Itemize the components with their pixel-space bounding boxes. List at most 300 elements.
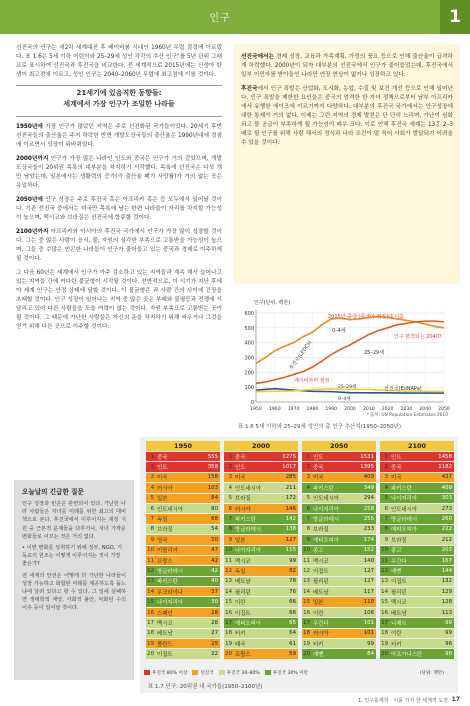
cell-population: 303: [441, 495, 452, 502]
paragraph-1950: [16, 123, 222, 150]
cell-country: 필리핀: [313, 579, 329, 586]
table-row: [146, 649, 220, 659]
cell-rank: 9: [150, 536, 154, 543]
paragraph-closing: 그 다음 60년은 세계에서 인구가 아주 감소하고 있는 지역들과 계속 해서 늘어나고 있는 지역들 간에 커다란 불균형이 시작될 것이다. 전반적으로, 이 시기가 지난 후에야 세계 인구는 안정 상태에 달할 것이다. 이 불균형은 과 사람 간의 사이에 긴장을 초래할 것이다. 인구 성장이 일어나는 지역 중 많은 곳은 부패와 불평등과 전쟁에 시달리고 있어 다른 사람들을 도울 여력이 없는 것이다. 자원 부족으로 고통받는 곳이 될 것이다. 그 때문에 가난한 사람들은 자신의 운을 차지하기 위해 싸우거나 그것을 얻기 위해 다른 곳으로 이주할 것이다.: [16, 270, 222, 330]
cell-country: 파키스탄: [235, 517, 256, 524]
table-row: [380, 525, 454, 535]
table-row: [224, 597, 298, 607]
cell-population: 273: [441, 505, 452, 512]
cell-rank: 20: [225, 651, 232, 658]
cell-country: 터키: [313, 641, 324, 648]
cell-country: 이집트: [157, 652, 173, 659]
cell-rank: 18: [303, 630, 310, 637]
cell-rank: 3: [306, 474, 310, 481]
cell-country: 니제르: [391, 620, 407, 627]
cell-rank: 8: [228, 526, 232, 533]
cell-rank: 5: [384, 495, 388, 502]
table-block-2000: [224, 441, 298, 660]
cell-population: 1017: [282, 464, 296, 471]
section-heading-line-1: 21세기에 있음직한 동향들:: [76, 89, 162, 97]
cell-rank: 5: [150, 495, 154, 502]
cell-rank: 20: [147, 651, 154, 658]
table-row: [224, 452, 298, 462]
table-row: [224, 618, 298, 628]
cell-population: 158: [207, 474, 218, 481]
cell-population: 64: [289, 630, 296, 637]
cell-population: 555: [207, 453, 218, 460]
cell-population: 127: [363, 578, 374, 585]
cell-rank: 14: [147, 588, 154, 595]
annotation-ledc-04: 0–4세: [332, 328, 346, 334]
cell-rank: 16: [303, 609, 310, 616]
sidebar-bullet: • 이번 변화를 성취하기 위해 정부, NGO, 기독교의 원조는 어떻게 이루어지는 것이 가장 좋은가?: [22, 545, 123, 568]
cell-rank: 13: [225, 578, 232, 585]
table-row: [224, 462, 298, 472]
cell-rank: 10: [147, 547, 154, 554]
cell-country: 인도네시아: [157, 506, 184, 513]
cell-country: 베트남: [235, 579, 251, 586]
x-tick-label: 1960: [268, 407, 281, 412]
cell-population: 172: [285, 495, 296, 502]
table-row: [302, 483, 376, 493]
cell-rank: 6: [306, 505, 310, 512]
cell-rank: 15: [225, 599, 232, 606]
sidebar-bullets: [22, 544, 126, 569]
cell-country: 일본: [235, 537, 246, 544]
cell-country: 에티오피아: [313, 537, 340, 544]
cell-population: 65: [289, 619, 296, 626]
table-row: [302, 639, 376, 649]
cell-country: 인도: [313, 454, 324, 461]
table-row: [146, 597, 220, 607]
table-row: [380, 649, 454, 659]
cell-country: 베트남: [391, 610, 407, 617]
table-row: [380, 597, 454, 607]
table-row: [302, 649, 376, 659]
cell-population: 99: [367, 640, 374, 647]
table-row: [380, 577, 454, 587]
table-row: [380, 629, 454, 639]
cell-rank: 15: [381, 599, 388, 606]
table-row: [224, 649, 298, 659]
table-row: [146, 494, 220, 504]
cell-rank: 3: [228, 474, 232, 481]
cell-population: 212: [441, 536, 452, 543]
annotation-mdc-04: 0–4세: [338, 397, 351, 402]
table-block-2050: [302, 441, 376, 660]
cell-population: 42: [211, 557, 218, 564]
table-row: [146, 546, 220, 556]
cell-rank: 1: [306, 453, 310, 460]
legend-unit: (단위: 백만): [419, 671, 444, 676]
table-row: [146, 556, 220, 566]
cell-population: 222: [441, 526, 452, 533]
chart-caption: 표 1.6 5세 이하와 25–29세 성인의 총 인구 추산치(1950–2050년): [238, 424, 402, 430]
cell-rank: 9: [228, 536, 232, 543]
y-tick-label: 600: [244, 310, 254, 317]
table-row: [224, 546, 298, 556]
cell-population: 211: [285, 484, 296, 491]
y-tick-label: 300: [244, 355, 254, 362]
cell-country: 미국: [391, 475, 402, 482]
page-number: 17: [451, 696, 460, 703]
cell-rank: 16: [225, 609, 232, 616]
annotation-ledc: 후진국(LEDCs): [288, 339, 314, 372]
text-2000: 인구가 가장 많은 나라인 인도와 중국은 인구가 거의 같았으며, 개발도상국들이 20위권 목록의 대부분을 차지하기 시작했다. 목록에 선진국은 다섯 개만 남았는데, 일본에서는 생활력의 증가(즉 출산율 폐기 사망률)가 거의 없는 곳은 유일하다.: [16, 156, 222, 189]
table-row: [302, 452, 376, 462]
cell-population: 40: [211, 578, 218, 585]
table-row: [380, 587, 454, 597]
cell-country: 콩고: [313, 548, 324, 555]
cell-population: 144: [441, 567, 452, 574]
table-row: [224, 608, 298, 618]
cell-population: 1182: [438, 464, 452, 471]
table-row: [380, 462, 454, 472]
table-row: [224, 483, 298, 493]
table-block-2100: [380, 441, 454, 660]
table-row: [302, 629, 376, 639]
table-row: [146, 639, 220, 649]
cell-country: 인도네시아: [313, 496, 340, 503]
cell-rank: 1: [228, 453, 232, 460]
cell-country: 우간다: [391, 558, 407, 565]
cell-country: 브라질: [391, 537, 407, 544]
cell-rank: 13: [381, 578, 388, 585]
cell-population: 349: [363, 484, 374, 491]
x-tick-label: 2020: [381, 407, 394, 412]
table-year-header: 2100: [380, 441, 454, 451]
table-caption: 표 1.7 인구: 20위권 내 국가들(1950–2100년): [148, 684, 263, 690]
cell-rank: 15: [147, 599, 154, 606]
y-tick-label: 400: [244, 340, 254, 347]
table-row: [224, 525, 298, 535]
cell-rank: 1: [150, 453, 154, 460]
x-tick-label: 2050: [438, 407, 450, 412]
cell-population: 101: [363, 619, 374, 626]
cell-rank: 9: [306, 536, 310, 543]
table-row: [302, 514, 376, 524]
text-1950: 가장 인구가 많았던 지역은 주로 선진화된 국가들이었다. 20세기 후반 선진국들의 출산율은 주저 하락한 반면 개발도상국들의 출산율은 1990년대에 정점에 이르면서 성장이 뒤바뀌었다.: [16, 124, 222, 148]
cell-population: 78: [289, 578, 296, 585]
cell-population: 129: [441, 588, 452, 595]
table-row: [302, 473, 376, 483]
cell-rank: 18: [381, 630, 388, 637]
cell-country: 미국: [235, 475, 246, 482]
cell-rank: 4: [150, 484, 154, 491]
cell-population: 28: [211, 619, 218, 626]
cell-population: 409: [441, 484, 452, 491]
table-row: [224, 504, 298, 514]
urgent-question-sidebar: [14, 480, 134, 680]
chart-svg: [234, 296, 460, 420]
cell-population: 27: [211, 630, 218, 637]
cell-rank: 20: [381, 651, 388, 658]
cell-population: 1531: [360, 453, 374, 460]
cell-rank: 2: [306, 464, 310, 471]
cell-population: 294: [363, 495, 374, 502]
cell-population: 132: [441, 578, 452, 585]
cell-rank: 4: [228, 484, 232, 491]
table-row: [302, 577, 376, 587]
table-row: [224, 514, 298, 524]
y-tick-label: 100: [244, 385, 254, 392]
cell-country: 인도: [391, 454, 402, 461]
cell-population: 1395: [360, 464, 374, 471]
cell-population: 54: [211, 526, 218, 533]
cell-rank: 17: [303, 619, 310, 626]
table-row: [146, 535, 220, 545]
cell-country: 이란: [391, 631, 402, 638]
lead-1950: 1950년에: [16, 124, 43, 130]
cell-country: 예멘: [313, 652, 324, 659]
y-tick-label: 0: [250, 400, 254, 406]
table-row: [146, 618, 220, 628]
cell-rank: 19: [225, 640, 232, 647]
text-developing: 에서 인구 폭발은 산업화, 도시화, 농업, 수질 및 보건 개선 등으로 인해 일어난다. 인구 폭발을 제한한 요인들은 중국의 엄격한 한 자녀 정책으로부터 남부 아프리카에서 유행한 에이즈에 이르기까지 다양하다. 대부분의 후진국 국가에서는 인구성장에 대한 통제가 거의 없다. 이제는 그런 지역의 경제 발전은 단 단히 느리며, 가난이 심화되고 물 공급이 부족하게 될 가능성이 매우 크다. 이로 인해 후진국 세계는 13홍 2–3배로 될 인구를 위해 사람 해서의 정식과 나라 조건이 말 적어 사회가 발달되기 어려울 수 있을 것이다.: [241, 86, 453, 146]
legend-red: 후진국 80% 이상: [144, 670, 187, 676]
cell-country: 러시아: [235, 506, 251, 513]
table-row: [302, 597, 376, 607]
cell-country: 러시아: [157, 485, 173, 492]
table-row: [224, 556, 298, 566]
cell-rank: 2: [228, 464, 232, 471]
table-row: [224, 535, 298, 545]
top-20-countries-table: [140, 437, 458, 693]
table-row: [380, 608, 454, 618]
table-row: [224, 577, 298, 587]
table-row: [302, 504, 376, 514]
cell-country: 콩고: [391, 548, 402, 555]
table-row: [302, 546, 376, 556]
cell-population: 152: [363, 547, 374, 554]
cell-population: 103: [207, 484, 218, 491]
cell-rank: 16: [381, 609, 388, 616]
cell-rank: 18: [225, 630, 232, 637]
cell-population: 99: [445, 630, 452, 637]
lead-2000: 2000년까지: [16, 156, 49, 162]
cell-country: 브라질: [157, 527, 173, 534]
cell-population: 76: [289, 588, 296, 595]
table-row: [146, 587, 220, 597]
section-heading-line-2: 세계에서 가장 인구가 조밀한 나라들: [63, 100, 175, 108]
right-text-column: [241, 53, 453, 153]
cell-rank: 5: [228, 495, 232, 502]
table-row: [380, 618, 454, 628]
cell-population: 80: [211, 505, 218, 512]
cell-rank: 19: [147, 640, 154, 647]
cell-country: 나이지리아: [313, 506, 340, 513]
table-block-1950: [146, 441, 220, 660]
y-tick-label: 200: [244, 370, 254, 377]
cell-rank: 3: [384, 474, 388, 481]
cell-country: 멕시코: [235, 558, 251, 565]
cell-country: 방글라데시: [313, 517, 340, 524]
table-row: [146, 566, 220, 576]
cell-rank: 7: [306, 516, 310, 523]
cell-population: 128: [441, 599, 452, 606]
cell-population: 258: [363, 505, 374, 512]
x-tick-label: 1950: [250, 407, 262, 412]
table-row: [146, 577, 220, 587]
table-row: [302, 494, 376, 504]
table-row: [380, 483, 454, 493]
cell-population: 90: [445, 651, 452, 658]
lead-developed: 선진국에서는: [241, 54, 274, 60]
cell-rank: 9: [384, 536, 388, 543]
cell-country: 파키스탄: [313, 485, 334, 492]
table-row: [146, 473, 220, 483]
cell-rank: 12: [225, 567, 232, 574]
cell-rank: 17: [147, 619, 154, 626]
cell-country: 러시아: [313, 631, 329, 638]
table-year-header: 1950: [146, 441, 220, 451]
cell-rank: 2: [150, 464, 154, 471]
page-footer: [0, 696, 470, 706]
x-tick-label: 2030: [400, 407, 413, 412]
table-row: [224, 587, 298, 597]
cell-rank: 8: [150, 526, 154, 533]
table-legend: [144, 669, 444, 677]
cell-country: 베트남: [157, 631, 173, 638]
cell-rank: 20: [303, 651, 310, 658]
cell-country: 이탈리아: [157, 548, 178, 555]
table-row: [380, 473, 454, 483]
table-row: [380, 452, 454, 462]
table-row: [380, 639, 454, 649]
cell-country: 나이지리아: [391, 496, 418, 503]
cell-rank: 19: [303, 640, 310, 647]
lead-2100: 2100년까지: [16, 229, 49, 235]
cell-population: 101: [363, 630, 374, 637]
cell-population: 233: [363, 526, 374, 533]
table-row: [146, 525, 220, 535]
y-tick-label: 500: [244, 325, 254, 332]
table-row: [380, 566, 454, 576]
cell-population: 285: [285, 474, 296, 481]
cell-rank: 11: [381, 557, 388, 564]
cell-rank: 13: [303, 578, 310, 585]
sidebar-paragraph-1: 인구 성장과 빈곤은 관련되어 있다. 가난한 나라 사람들은 자녀를 미래를 위한 최고의 대비책으로 본다. 후진국에서 이루어지는 재정 지원 중 근본적 문제들을 다루거나, 자녀 가까운 변화들로 이끄는 것은 거의 없다.: [22, 501, 126, 540]
cell-rank: 12: [303, 567, 310, 574]
cell-population: 47: [211, 547, 218, 554]
table-row: [224, 494, 298, 504]
cell-country: 방글라데시: [235, 527, 262, 534]
cell-country: 중국: [313, 465, 324, 472]
cell-country: 독일: [235, 568, 246, 575]
cell-rank: 8: [384, 526, 388, 533]
cell-country: 멕시코: [391, 600, 407, 607]
cell-population: 127: [363, 567, 374, 574]
cell-country: 스페인: [157, 610, 173, 617]
cell-country: 태국: [235, 641, 246, 648]
cell-rank: 14: [303, 588, 310, 595]
table-year-header: 2000: [224, 441, 298, 451]
annotation-birth-peak: 2015년 출생 (출생아 정점)에 이름: [328, 314, 405, 320]
text-developed: 경제 성장, 교육과 가족계획, 가정의 풍요 등으로 인해 출산율이 급격하게 하락했다. 2000년이 되자 대부분의 선진국에서 인구가 줄어들었는데, 후진국에서 일부 이민자를 받아들인 나라만 연장 현상이 없거나 성장하고 있다.: [241, 54, 453, 78]
cell-country: 중국: [391, 465, 402, 472]
cell-rank: 11: [147, 557, 154, 564]
cell-country: 이집트: [391, 579, 407, 586]
cell-rank: 7: [228, 516, 232, 523]
paragraph-developing: [241, 85, 453, 148]
cell-population: 84: [211, 495, 218, 502]
cell-country: 멕시코: [313, 558, 329, 565]
cell-country: 방글라데시: [391, 517, 418, 524]
cell-population: 59: [289, 651, 296, 658]
cell-country: 베트남: [313, 589, 329, 596]
left-text-column: [16, 44, 222, 337]
cell-rank: 11: [303, 557, 310, 564]
cell-rank: 12: [381, 567, 388, 574]
annotation-ledc-2529: 25–29세: [364, 350, 385, 356]
x-tick-label: 1980: [306, 407, 319, 412]
cell-population: 117: [363, 588, 374, 595]
x-tick-label: 2000: [344, 407, 356, 412]
cell-country: 아프가니스탄: [391, 652, 423, 659]
chapter-number-tab: 1: [440, 0, 470, 34]
cell-country: 프랑스: [157, 558, 173, 565]
cell-rank: 19: [381, 640, 388, 647]
cell-country: 파키스탄: [157, 579, 178, 586]
cell-country: 필리핀: [235, 589, 251, 596]
text-2050: 인구 성장은 주로 후진국 혹은 아프리카 혹은 등 모두에서 일어날 것이다. 기존 선진국 중에서는 미국만 목록에 남는 한편 나라들이 자리를 차지할 가능성이 높으며, 멕시코와 브라질은 선진국에 합류할 것이다.: [16, 197, 222, 221]
cell-population: 167: [441, 557, 452, 564]
x-tick-label: 1990: [325, 407, 338, 412]
footer-text: 1. 인구통계학 · 이룰 가지 한 세계적 도전: [358, 698, 448, 704]
table-row: [146, 504, 220, 514]
cell-country: 에티오피아: [235, 620, 262, 627]
cell-country: 터키: [235, 631, 246, 638]
cell-rank: 10: [303, 547, 310, 554]
cell-population: 37: [211, 588, 218, 595]
cell-rank: 3: [150, 474, 154, 481]
cell-country: 일본: [157, 496, 168, 503]
chapter-title: 인구: [209, 13, 231, 24]
cell-country: 방글라데시: [157, 568, 184, 575]
cell-population: 203: [441, 547, 452, 554]
cell-country: 브라질: [313, 527, 329, 534]
table-row: [380, 504, 454, 514]
cell-population: 30: [211, 599, 218, 606]
cell-population: 66: [289, 609, 296, 616]
cell-rank: 18: [147, 630, 154, 637]
table-row: [380, 556, 454, 566]
table-row: [380, 535, 454, 545]
cell-population: 174: [363, 536, 374, 543]
table-row: [302, 462, 376, 472]
table-row: [302, 566, 376, 576]
cell-country: 이집트: [235, 610, 251, 617]
cell-country: 인도네시아: [235, 485, 262, 492]
table-year-header: 2050: [302, 441, 376, 451]
cell-country: 중국: [235, 454, 246, 461]
cell-population: 84: [367, 651, 374, 658]
cell-population: 99: [289, 557, 296, 564]
cell-population: 260: [441, 516, 452, 523]
table-row: [302, 618, 376, 628]
cell-rank: 6: [384, 505, 388, 512]
table-row: [224, 639, 298, 649]
cell-rank: 17: [381, 619, 388, 626]
paragraph-2100: [16, 228, 222, 264]
cell-country: 인도: [157, 465, 168, 472]
cell-country: 독일: [157, 517, 168, 524]
cell-country: 브라질: [235, 496, 251, 503]
section-heading-box: [16, 85, 222, 117]
x-tick-label: 1970: [287, 407, 300, 412]
y-axis-label: 인구(단위: 백만): [254, 300, 291, 306]
cell-country: 중국: [157, 454, 168, 461]
